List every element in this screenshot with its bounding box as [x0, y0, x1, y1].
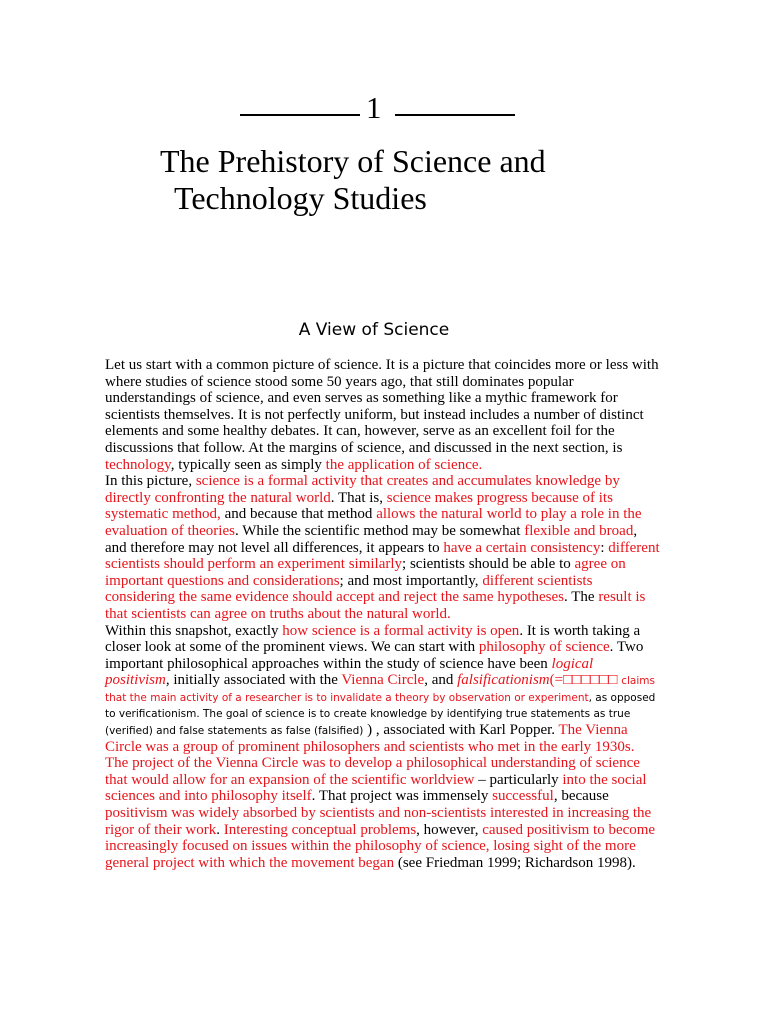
text-run: In this picture,: [105, 473, 196, 490]
highlighted-text: technology: [105, 456, 171, 473]
highlighted-text: the application of science.: [325, 456, 483, 473]
highlighted-text: science makes progress because of its systematic method,: [105, 489, 613, 523]
highlighted-text: into the social sciences and into philosophy itself: [105, 771, 647, 805]
text-run: . The: [564, 589, 599, 606]
highlighted-text: flexible and broad: [524, 522, 634, 539]
text-run: (see Friedman 1999; Richardson 1998).: [394, 854, 636, 871]
highlighted-italic-text: falsificationism: [457, 672, 550, 689]
highlighted-text: agree on important questions and considerations: [105, 556, 626, 589]
text-run: , initially associated with the: [165, 672, 342, 689]
text-run: – particularly: [474, 771, 563, 788]
highlighted-text: positivism was widely absorbed by scientists and non-scientists interested in increasing the rigor of their work: [105, 805, 652, 838]
highlighted-text: result is that scientists can agree on truths about the natural world.: [105, 589, 646, 622]
chapter-number: 1: [366, 90, 382, 125]
text-run: . While the scientific method may be somewhat: [234, 522, 525, 539]
paragraph-1: [105, 357, 661, 473]
text-run: Let us start with a common picture of science. It is a picture that coincides more or less with where studies of science stood some 50 years ago, that still dominates popular understandings of science, and even serves as something like a mythic framework for scientists themselves. It is not perfectly uniform, but instead includes a number of distinct elements and some healthy debates. It can, however, serve as an excellent foil for the discussions that follow. At the margins of science, and discussed in the next section, is: [105, 357, 659, 456]
chapter-title-line-2: Technology Studies: [174, 180, 427, 216]
text-run: .: [216, 821, 224, 838]
highlighted-text: science is a formal activity that creates and accumulates knowledge by directly confronting the natural world: [105, 473, 620, 506]
highlighted-italic-text: logical positivism: [105, 655, 594, 689]
body-text: [105, 357, 661, 871]
section-heading: A View of Science: [298, 320, 450, 340]
highlighted-text: Interesting conceptual problems: [223, 821, 417, 838]
text-run: , however,: [416, 821, 483, 838]
highlighted-text: different scientists considering the same evidence should accept and reject the same hypotheses: [105, 572, 593, 606]
paragraph-2: [105, 473, 661, 622]
text-run: . That is,: [330, 489, 387, 506]
chapter-title-line-1: The Prehistory of Science and: [160, 143, 546, 179]
highlighted-text: allows the natural world to play a role in the evaluation of theories: [105, 506, 642, 539]
text-run: and because that method: [220, 506, 377, 523]
chapter-title: [160, 143, 680, 217]
inserted-note: , as opposed to verificationism. The goal of science is to create knowledge by identifying true statements as true (verified) and false statements as false (falsified): [105, 691, 656, 738]
highlighted-text: The Vienna Circle was a group of prominent philosophers and scientists who met in the early 1930s. The project of the Vienna Circle was to develop a philosophical understanding of science that would allow for an expansion of the scientific worldview: [105, 722, 640, 788]
text-run: , because: [553, 788, 609, 805]
text-run: ; and most importantly,: [339, 572, 483, 589]
highlighted-text: philosophy of science: [478, 639, 610, 656]
text-run: , and therefore may not level all differences, it appears to: [105, 522, 638, 556]
text-run: ; scientists should be able to: [402, 556, 575, 573]
highlighted-text: Vienna Circle: [341, 672, 425, 689]
text-run: , and: [424, 672, 458, 689]
text-run: . Two important philosophical approaches within the study of science have been: [105, 639, 644, 672]
chapter-rule-right: [395, 114, 515, 116]
text-run: . That project was immensely: [311, 788, 493, 805]
chapter-rule-left: [240, 114, 360, 116]
text-run: , typically seen as simply: [170, 456, 326, 473]
highlighted-text: successful: [492, 788, 554, 805]
highlighted-text: (=□□□□□□: [549, 672, 618, 689]
text-run: Within this snapshot, exactly: [105, 622, 283, 639]
highlighted-text: different scientists should perform an experiment similarly: [105, 539, 660, 573]
text-run: . It is worth taking a closer look at some of the prominent views. We can start with: [105, 622, 641, 656]
highlighted-text: how science is a formal activity is open: [282, 622, 520, 639]
highlighted-text: have a certain consistency: [443, 539, 601, 556]
text-run: ) , associated with Karl Popper.: [363, 722, 559, 739]
paragraph-3: [105, 623, 661, 872]
inserted-note-highlighted: claims that the main activity of a researcher is to invalidate a theory by observation or experiment: [105, 675, 655, 704]
text-run: :: [600, 539, 609, 556]
chapter-number-block: [0, 88, 768, 128]
highlighted-text: caused positivism to become increasingly focused on issues within the philosophy of science, losing sight of the more general project with which the movement began: [105, 821, 656, 871]
